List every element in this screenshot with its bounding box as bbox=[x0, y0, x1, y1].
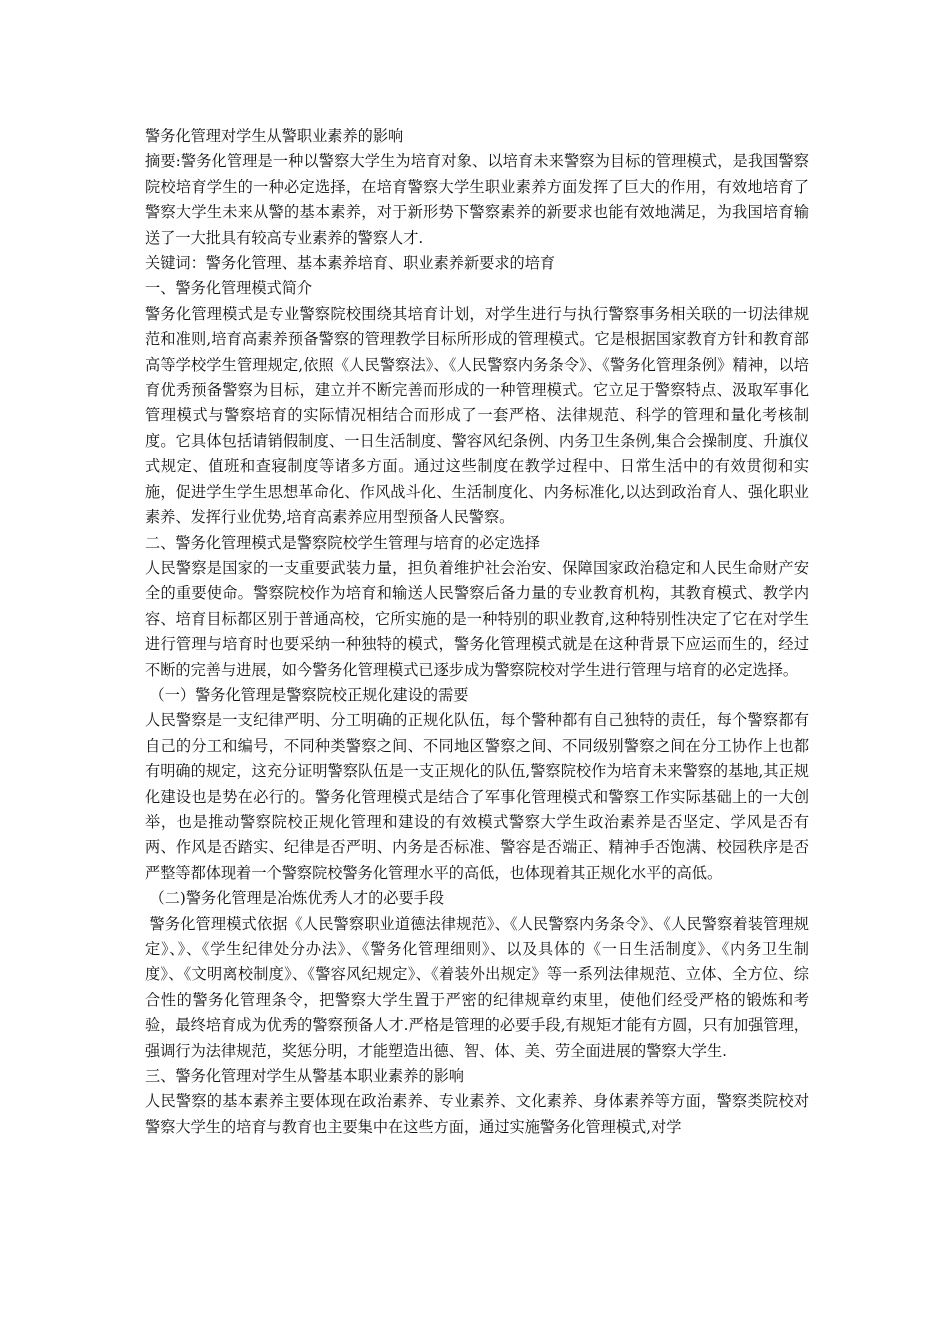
section-2-body: 人民警察是国家的一支重要武装力量，担负着维护社会治安、保障国家政治稳定和人民生命财产安全的重要使命。警察院校作为培育和输送人民警察后备力量的专业教育机构，其教育模式、教学内容、培育目标都区别于普通高校，它所实施的是一种特别的职业教育,这种特别性决定了它在对学生进行管理与培育时也要采纳一种独特的模式，警务化管理模式就是在这种背景下应运而生的，经过不断的完善与进展，如今警务化管理模式已逐步成为警察院校对学生进行管理与培育的必定选择。 bbox=[145, 558, 809, 679]
document-page bbox=[145, 124, 809, 1140]
subsection-2-heading: （二)警务化管理是冶炼优秀人才的必要手段 bbox=[149, 889, 445, 908]
abstract-paragraph: 摘要:警务化管理是一种以警察大学生为培育对象、以培育未来警察为目标的管理模式，是我国警察院校培育学生的一种必定选择，在培育警察大学生职业素养方面发挥了巨大的作用，有效地培育了警察大学生未来从警的基本素养，对于新形势下警察素养的新要求也能有效地满足，为我国培育输送了一大批具有较高专业素养的警察人才. bbox=[145, 152, 809, 247]
document-title: 警务化管理对学生从警职业素养的影响 bbox=[145, 127, 404, 145]
subsection-1-body: 人民警察是一支纪律严明、分工明确的正规化队伍，每个警种都有自己独特的责任，每个警察都有自己的分工和编号，不同种类警察之间、不同地区警察之间、不同级别警察之间在分工协作上也都有明确的规定，这充分证明警察队伍是一支正规化的队伍,警察院校作为培育未来警察的基地,其正规化建设也是势在必行的。警务化管理模式是结合了军事化管理模式和警察工作实际基础上的一大创举，也是推动警察院校正规化管理和建设的有效模式警察大学生政治素养是否坚定、学风是否有两、作风是否踏实、纪律是否严明、内务是否标准、警容是否端正、精神手否饱满、校园秩序是否严整等都体现着一个警察院校警务化管理水平的高低，也体现着其正规化水平的高低。 bbox=[145, 711, 809, 882]
subsection-1-heading: （一）警务化管理是警察院校正规化建设的需要 bbox=[149, 685, 469, 704]
section-3-heading: 三、警务化管理对学生从警基本职业素养的影响 bbox=[145, 1067, 464, 1086]
subsection-2-body: 警务化管理模式依据《人民警察职业道德法律规范》、《人民警察内务条令》、《人民警察着装管理规定》、》、《学生纪律处分办法》、《警务化管理细则》、以及具体的《一日生活制度》、《内务卫生制度》、《文明离校制度》、《警容风纪规定》、《着装外出规定》等一系列法律规范、立体、全方位、综合性的警务化管理条令，把警察大学生置于严密的纪律规章约束里，使他们经受严格的锻炼和考验，最终培育成为优秀的警察预备人才.严格是管理的必要手段,有规矩才能有方圆，只有加强管理，强调行为法律规范，奖惩分明，才能塑造出德、智、体、美、劳全面进展的警察大学生. bbox=[145, 914, 809, 1060]
section-2-heading: 二、警务化管理模式是警察院校学生管理与培育的必定选择 bbox=[145, 533, 540, 552]
keywords-line: 关键词：警务化管理、基本素养培育、职业素养新要求的培育 bbox=[145, 254, 556, 273]
section-1-body: 警务化管理模式是专业警察院校围绕其培育计划，对学生进行与执行警察事务相关联的一切法律规范和准则,培育高素养预备警察的管理教学目标所形成的管理模式。它是根据国家教育方针和教育部高等学校学生管理规定,依照《人民警察法》、《人民警察内务条令》、《警务化管理条例》精神，以培育优秀预备警察为目标，建立并不断完善而形成的一种管理模式。它立足于警察特点、汲取军事化管理模式与警察培育的实际情况相结合而形成了一套严格、法律规范、科学的管理和量化考核制度。它具体包括请销假制度、一日生活制度、警容风纪条例、内务卫生条例,集合会操制度、升旗仪式规定、值班和查寝制度等诸多方面。通过这些制度在教学过程中、日常生活中的有效贯彻和实施，促进学生学生思想革命化、作风战斗化、生活制度化、内务标准化,以达到政治育人、强化职业素养、发挥行业优势,培育高素养应用型预备人民警察。 bbox=[145, 304, 809, 527]
section-1-heading: 一、警务化管理模式简介 bbox=[145, 279, 313, 298]
section-3-body: 人民警察的基本素养主要体现在政治素养、专业素养、文化素养、身体素养等方面，警察类院校对警察大学生的培育与教育也主要集中在这些方面，通过实施警务化管理模式,对学 bbox=[145, 1092, 809, 1136]
